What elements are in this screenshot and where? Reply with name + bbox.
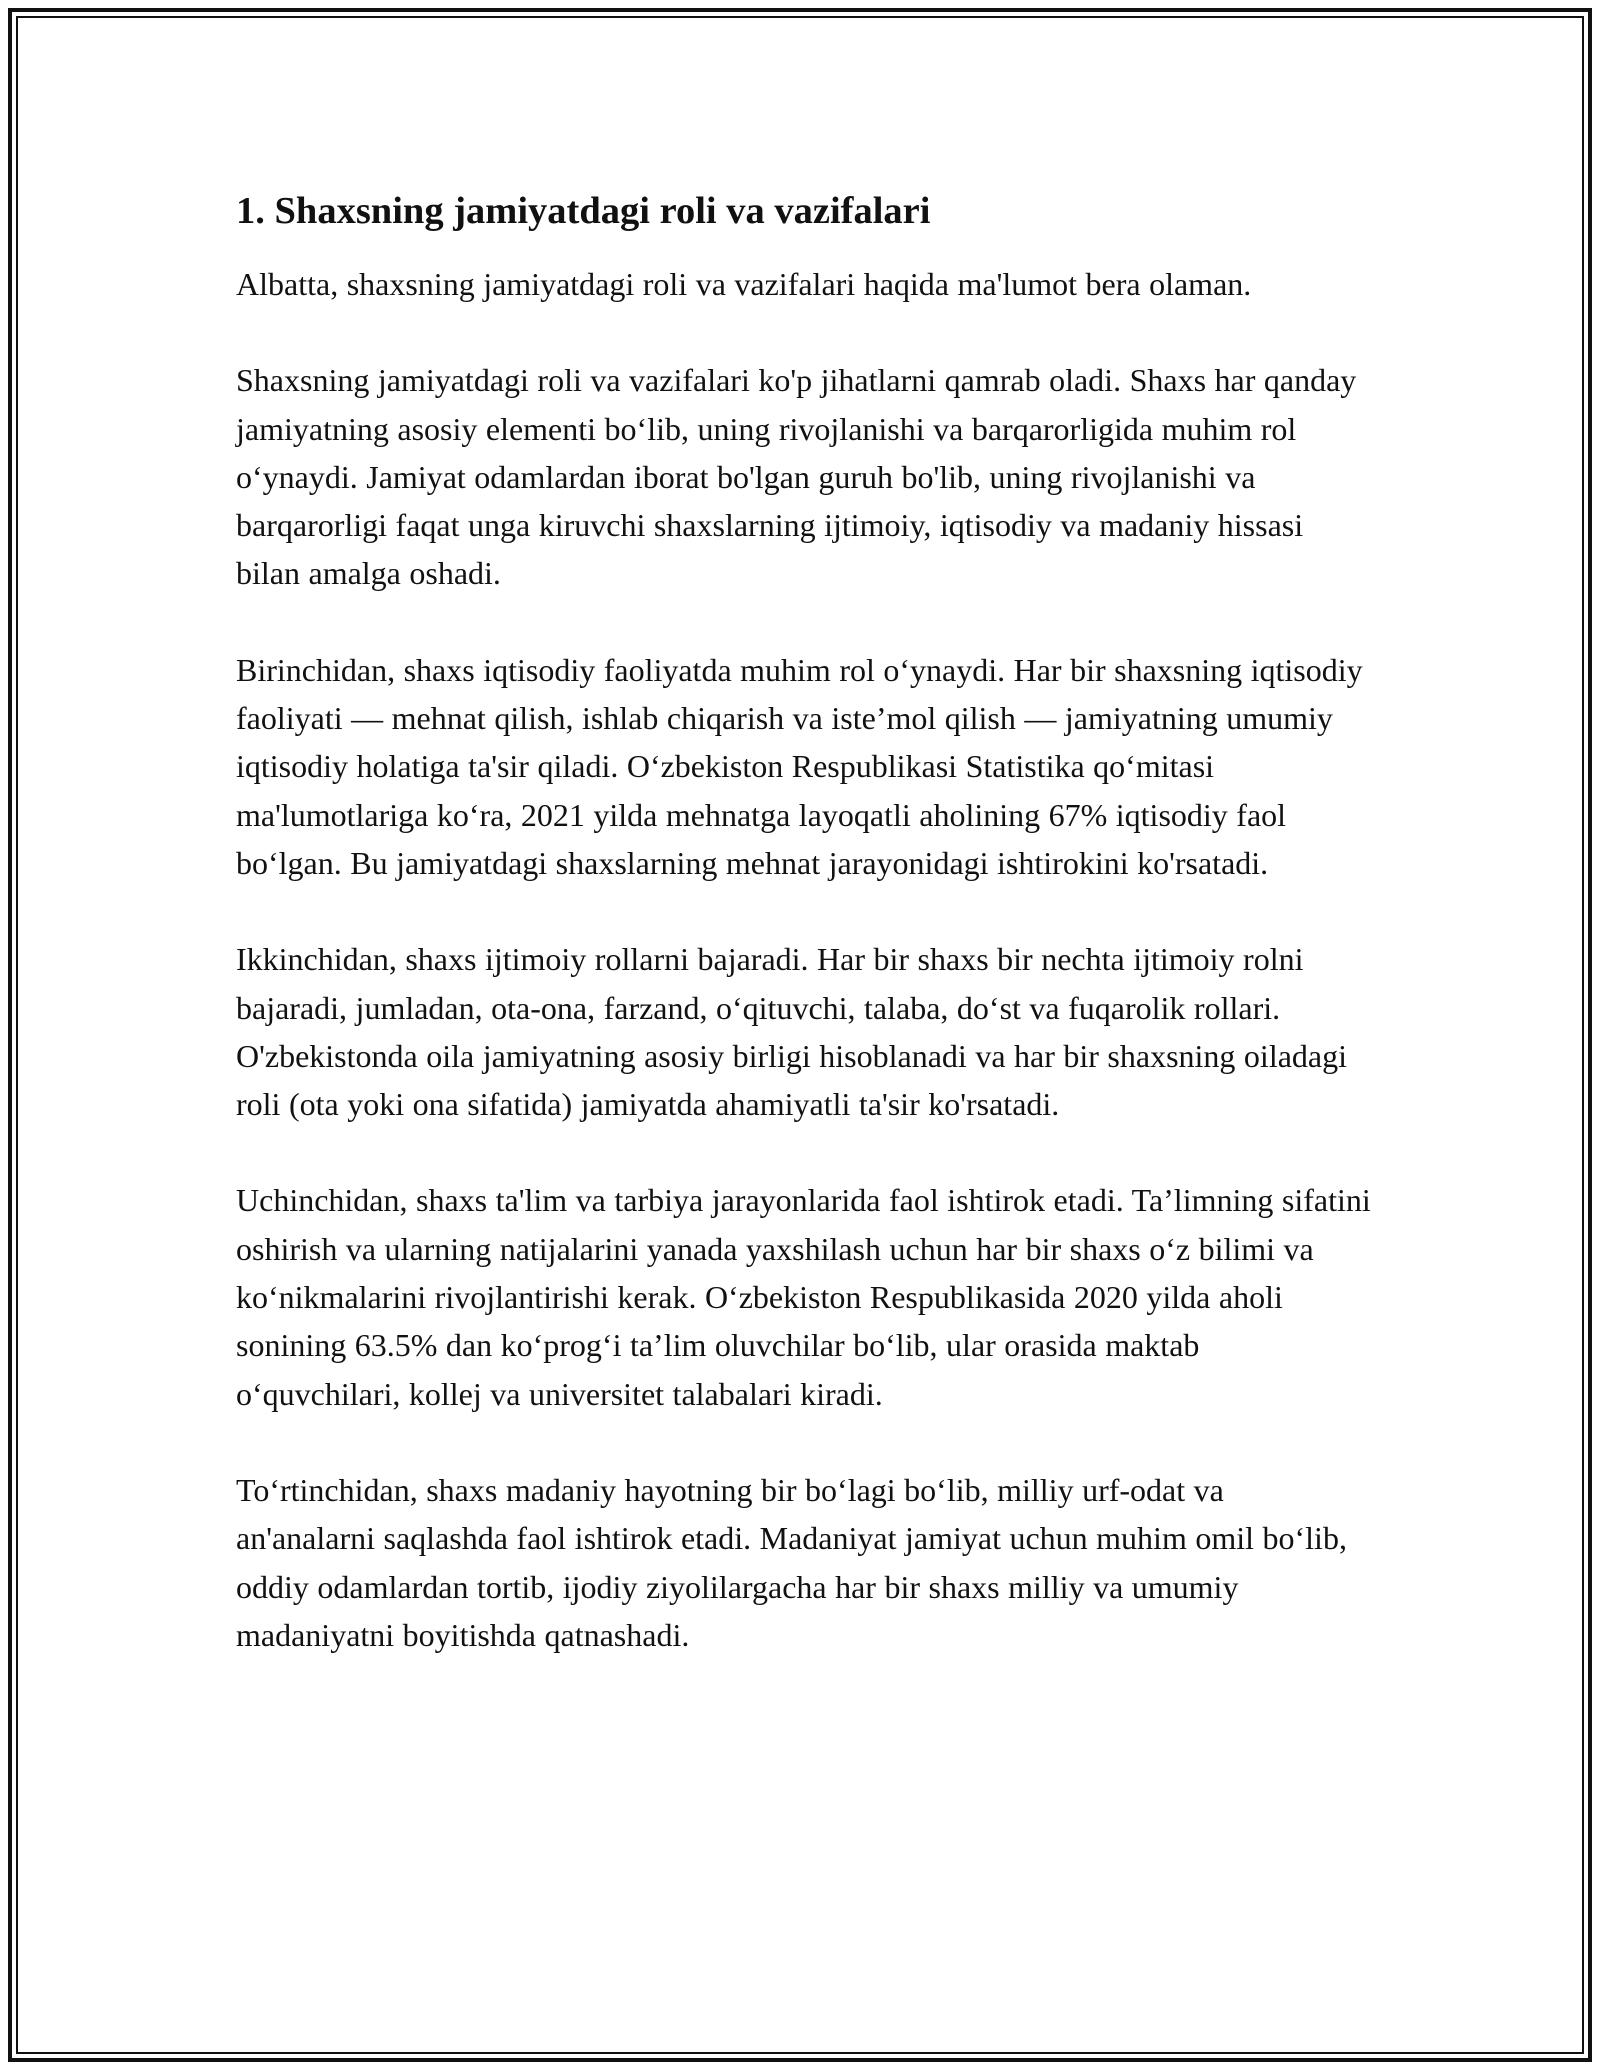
document-body [236,186,1371,1707]
paragraph-education: Uchinchidan, shaxs ta'lim va tarbiya jarayonlarida faol ishtirok etadi. Ta’limning sifatini oshirish va ularning natijalarini yanada yaxshilash uchun har bir shaxs o‘z bilimi va ko‘nikmalarini rivojlantirishi kerak. O‘zbekiston Respublikasida 2020 yilda aholi sonining 63.5% dan ko‘prog‘i ta’lim oluvchilar bo‘lib, ular orasida maktab o‘quvchilari, kollej va universitet talabalari kiradi. [236,1182,1371,1412]
paragraph-intro: Albatta, shaxsning jamiyatdagi roli va vazifalari haqida ma'lumot bera olaman. [236,265,1252,302]
document-heading: 1. Shaxsning jamiyatdagi roli va vazifalari [236,190,931,232]
paragraph-social-roles: Ikkinchidan, shaxs ijtimoiy rollarni bajaradi. Har bir shaxs bir nechta ijtimoiy rolni bajaradi, jumladan, ota-ona, farzand, o‘qituvchi, talaba, do‘st va fuqarolik rollari. O'zbekistonda oila jamiyatning asosiy birligi hisoblanadi va har bir shaxsning oiladagi roli (ota yoki ona sifatida) jamiyatda ahamiyatli ta'sir ko'rsatadi. [236,941,1347,1123]
paragraph-culture: To‘rtinchidan, shaxs madaniy hayotning bir bo‘lagi bo‘lib, milliy urf-odat va an'analarni saqlashda faol ishtirok etadi. Madaniyat jamiyat uchun muhim omil bo‘lib, oddiy odamlardan tortib, ijodiy ziyolilargacha har bir shaxs milliy va umumiy madaniyatni boyitishda qatnashadi. [236,1471,1347,1653]
paragraph-economic-role: Birinchidan, shaxs iqtisodiy faoliyatda muhim rol o‘ynaydi. Har bir shaxsning iqtisodiy faoliyati — mehnat qilish, ishlab chiqarish va iste’mol qilish — jamiyatning umumiy iqtisodiy holatiga ta'sir qiladi. O‘zbekiston Respublikasi Statistika qo‘mitasi ma'lumotlariga ko‘ra, 2021 yilda mehnatga layoqatli aholining 67% iqtisodiy faol bo‘lgan. Bu jamiyatdagi shaxslarning mehnat jarayonidagi ishtirokini ko'rsatadi. [236,651,1363,881]
paragraph-overview: Shaxsning jamiyatdagi roli va vazifalari ko'p jihatlarni qamrab oladi. Shaxs har qanday jamiyatning asosiy elementi bo‘lib, uning rivojlanishi va barqarorligida muhim rol o‘ynaydi. Jamiyat odamlardan iborat bo'lgan guruh bo'lib, uning rivojlanishi va barqarorligi faqat unga kiruvchi shaxslarning ijtimoiy, iqtisodiy va madaniy hissasi bilan amalga oshadi. [236,362,1357,592]
